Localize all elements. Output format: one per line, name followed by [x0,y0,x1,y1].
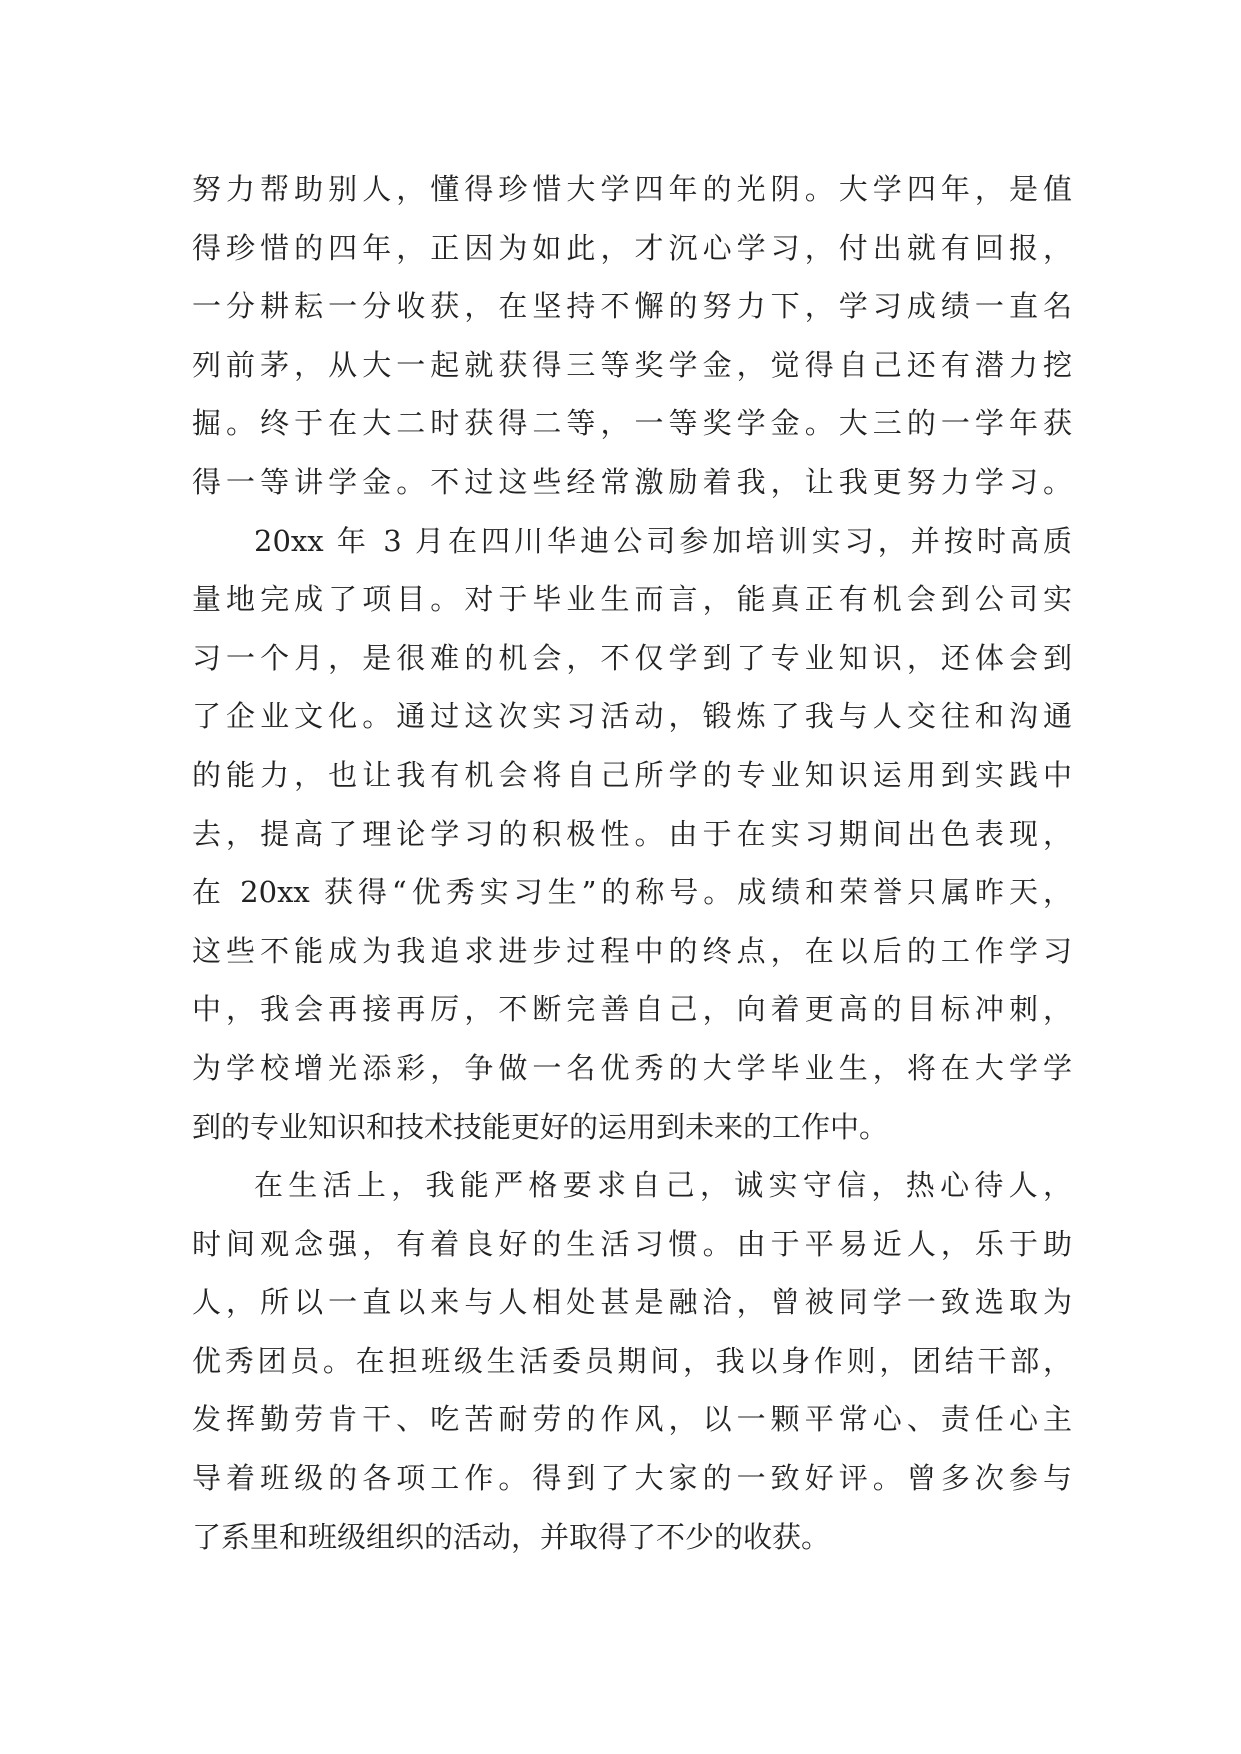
text-line: 在 20xx 获得“优秀实习生”的称号。成绩和荣誉只属昨天， [192,875,1072,910]
text-line: 人，所以一直以来与人相处甚是融洽，曾被同学一致选取为 [192,1285,1072,1320]
text-line: 了企业文化。通过这次实习活动，锻炼了我与人交往和沟通 [192,699,1072,734]
text-line: 得一等讲学金。不过这些经常激励着我，让我更努力学习。 [192,464,1072,499]
text-line: 时间观念强，有着良好的生活习惯。由于平易近人，乐于助 [192,1226,1072,1261]
text-line: 量地完成了项目。对于毕业生而言，能真正有机会到公司实 [192,582,1072,617]
text-line: 努力帮助别人，懂得珍惜大学四年的光阴。大学四年，是值 [192,172,1072,206]
text-line: 到的专业知识和技术技能更好的运用到未来的工作中。 [192,1109,889,1144]
text-line: 在生活上，我能严格要求自己，诚实守信，热心待人， [254,1168,1072,1203]
text-line: 一分耕耘一分收获，在坚持不懈的努力下，学习成绩一直名 [192,289,1072,324]
text-line: 去，提高了理论学习的积极性。由于在实习期间出色表现， [192,816,1072,851]
text-line: 习一个月，是很难的机会，不仅学到了专业知识，还体会到 [192,640,1072,675]
text-line: 发挥勤劳肯干、吃苦耐劳的作风，以一颗平常心、责任心主 [192,1402,1072,1437]
text-line: 列前茅，从大一起就获得三等奖学金，觉得自己还有潜力挖 [192,347,1072,382]
text-line: 掘。终于在大二时获得二等，一等奖学金。大三的一学年获 [192,406,1072,441]
text-line: 导着班级的各项工作。得到了大家的一致好评。曾多次参与 [192,1461,1072,1496]
text-line: 为学校增光添彩，争做一名优秀的大学毕业生，将在大学学 [192,1050,1072,1085]
text-line: 优秀团员。在担班级生活委员期间，我以身作则，团结干部， [192,1343,1072,1378]
text-line: 中，我会再接再厉，不断完善自己，向着更高的目标冲刺， [192,992,1072,1027]
text-line: 了系里和班级组织的活动，并取得了不少的收获。 [192,1519,831,1554]
text-line: 20xx 年 3 月在四川华迪公司参加培训实习，并按时高质 [254,523,1072,558]
text-line: 的能力，也让我有机会将自己所学的专业知识运用到实践中 [192,757,1072,792]
text-line: 得珍惜的四年，正因为如此，才沉心学习，付出就有回报， [192,230,1072,265]
document-body [192,160,1072,1566]
text-line: 这些不能成为我追求进步过程中的终点，在以后的工作学习 [192,933,1072,968]
